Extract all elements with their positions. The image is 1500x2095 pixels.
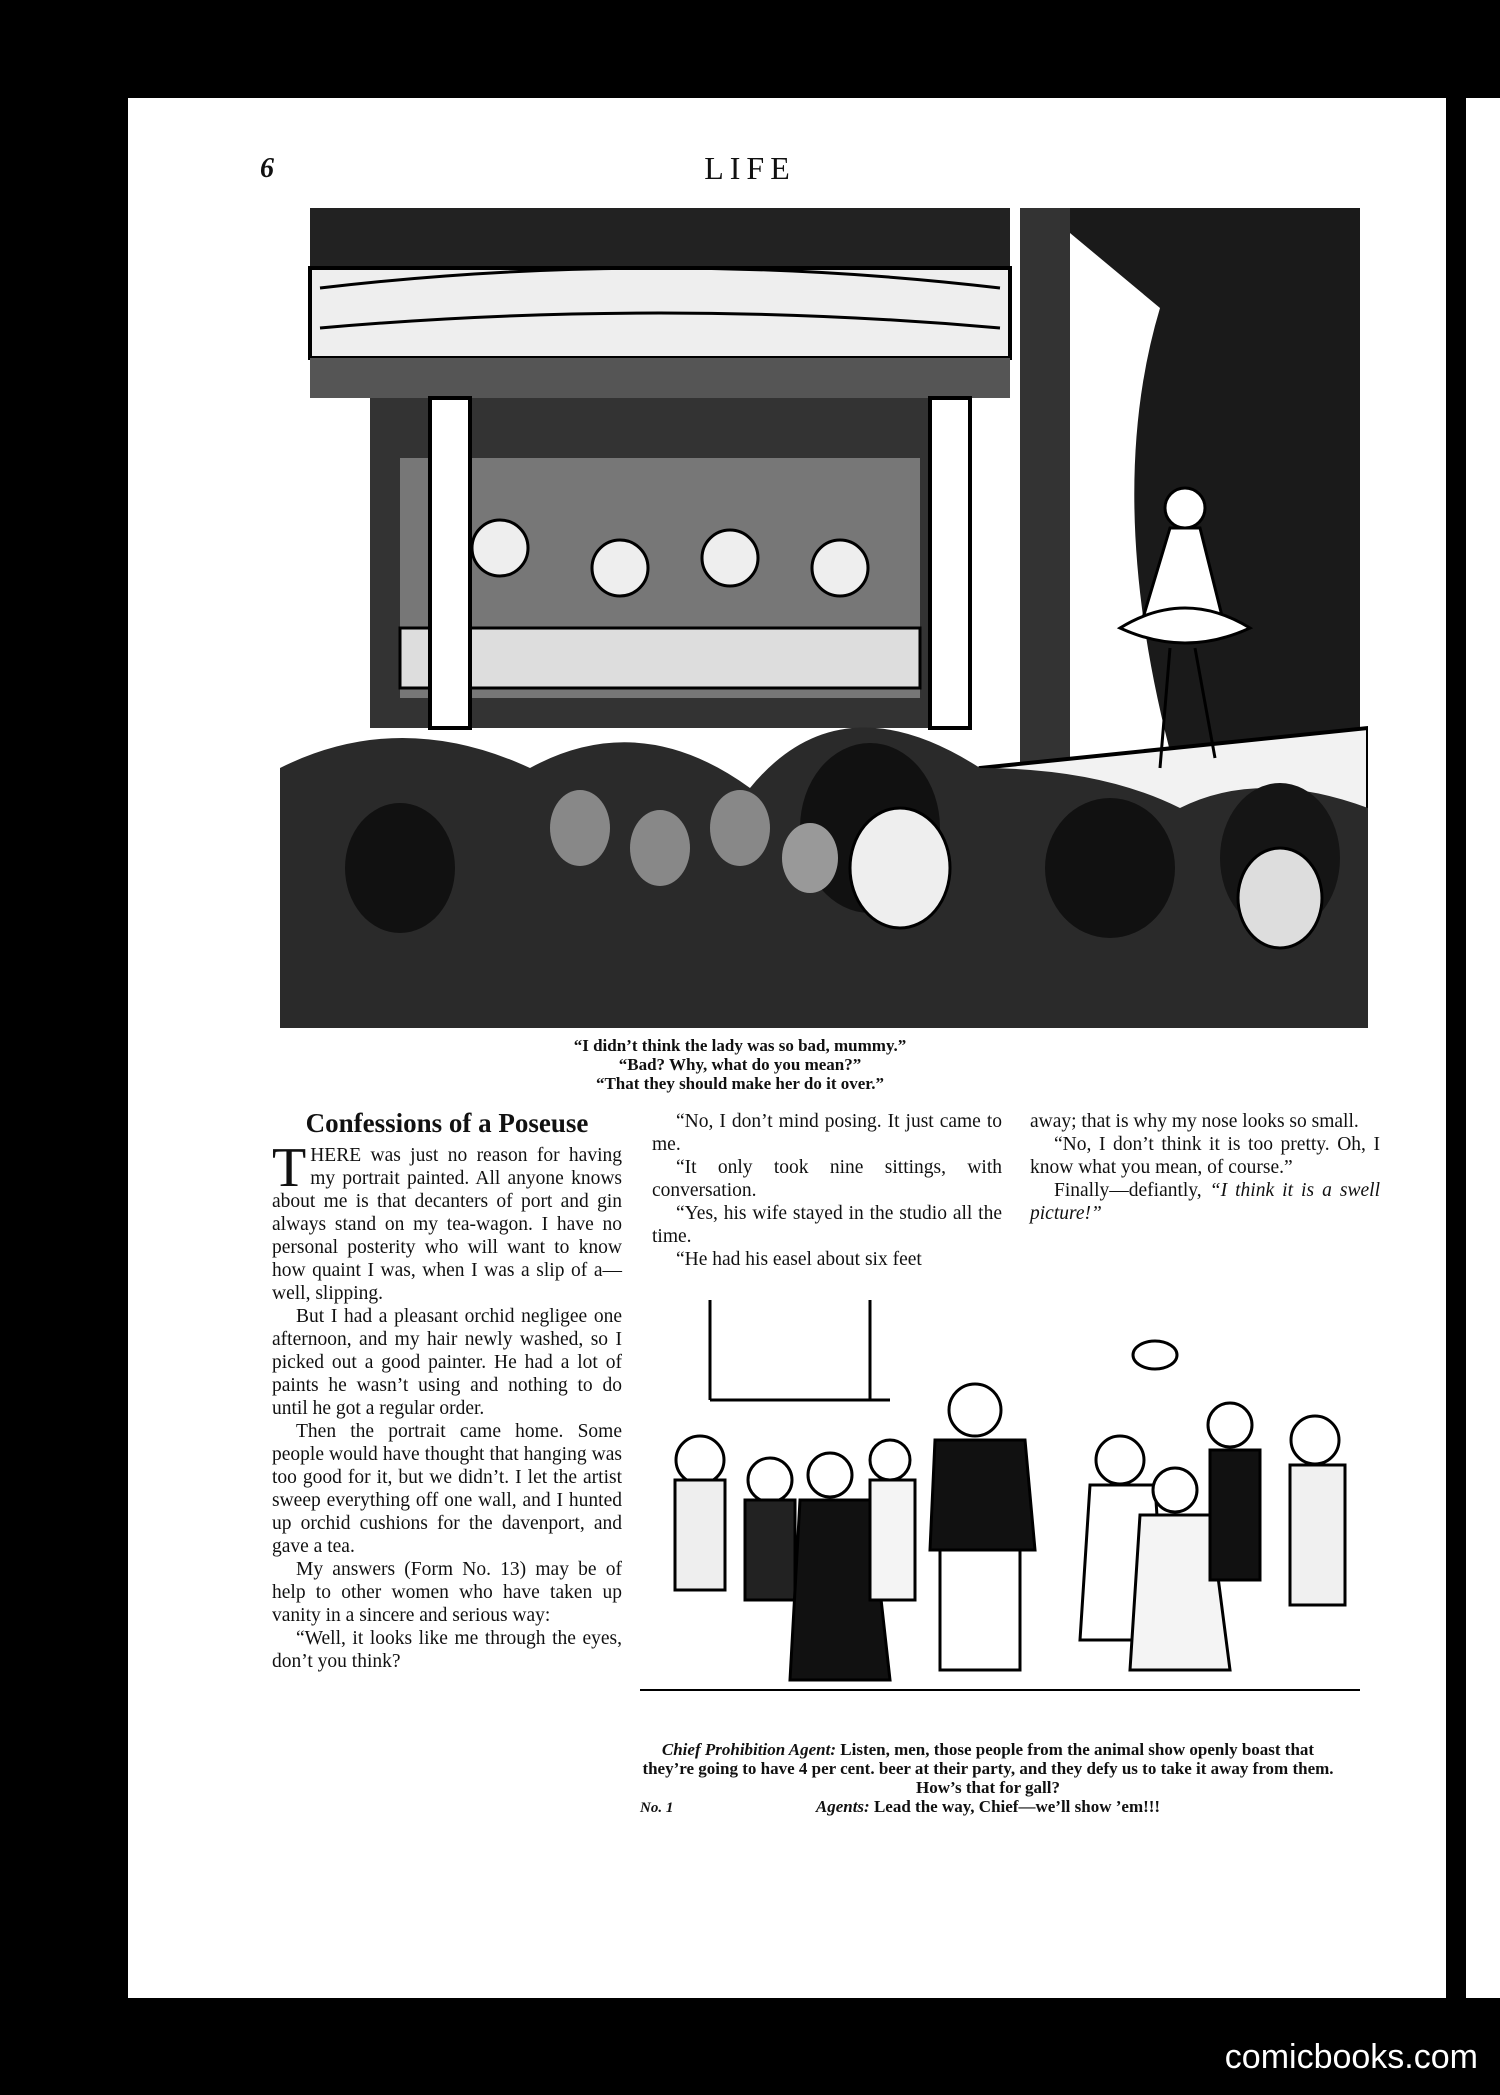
- speaker-agents: Agents:: [815, 1797, 870, 1816]
- paragraph-text: HERE was just no reason for having my portrait painted. All anyone knows about me is that decanters of port and gin always stand on my tea-wagon. I have no personal posterity who will want to know how quaint I was, when I was a slip of a—well, slipping.: [272, 1145, 622, 1304]
- cartoon-number: No. 1: [640, 1800, 674, 1816]
- article-column-2: [652, 1110, 1002, 1271]
- bottom-cartoon-caption: [638, 1740, 1338, 1816]
- top-cartoon-caption: [360, 1036, 1120, 1093]
- italic-quote: “I think it is a swell picture!”: [1030, 1180, 1381, 1224]
- page-number: 6: [260, 153, 274, 184]
- article-headline: Confessions of a Poseuse: [305, 1108, 589, 1138]
- caption-line: “Bad? Why, what do you mean?”: [618, 1055, 862, 1074]
- article-column-3: [1030, 1110, 1380, 1225]
- theater-cartoon: [280, 208, 1368, 1028]
- running-head: LIFE: [704, 150, 796, 186]
- article-paragraph: “No, I don’t think it is too pretty. Oh, I know what you mean, of course.”: [1030, 1134, 1380, 1178]
- caption-line: “That they should make her do it over.”: [595, 1074, 885, 1093]
- article-paragraph: “It only took nine sittings, with conversation.: [652, 1157, 1002, 1201]
- article-paragraph: But I had a pleasant orchid negligee one afternoon, and my hair newly washed, so I picked out a good painter. He had a lot of paints he wasn’t using and nothing to do until he got a regular order.: [272, 1306, 622, 1419]
- article-paragraph: [272, 1137, 622, 1305]
- paragraph-text: Finally—defiantly,: [1054, 1180, 1210, 1201]
- article-paragraph: “Well, it looks like me through the eyes, don’t you think?: [272, 1628, 622, 1672]
- article-paragraph: “Yes, his wife stayed in the studio all the time.: [652, 1203, 1002, 1247]
- chief-dialogue: Listen, men, those people from the animal show openly boast that they’re going to have 4 per cent. beer at their party, and they defy us to take it away from them. How’s that for gall?: [642, 1740, 1334, 1797]
- article-paragraph: away; that is why my nose looks so small.: [1030, 1111, 1359, 1132]
- next-page-edge: [1466, 98, 1500, 1998]
- caption-line: “I didn’t think the lady was so bad, mummy.”: [573, 1036, 907, 1055]
- article-column-1: [272, 1108, 622, 1673]
- prohibition-agents-cartoon: [640, 1300, 1360, 1730]
- article-paragraph: “No, I don’t mind posing. It just came to me.: [652, 1111, 1002, 1155]
- article-paragraph: Then the portrait came home. Some people would have thought that hanging was too good for it, but we didn’t. I let the artist sweep everything off one wall, and I hunted up orchid cushions for the davenport, and gave a tea.: [272, 1421, 622, 1557]
- article-paragraph: “He had his easel about six feet: [676, 1249, 922, 1270]
- agents-dialogue: Lead the way, Chief—we’ll show ’em!!!: [869, 1797, 1161, 1816]
- watermark: comicbooks.com: [1224, 2038, 1478, 2076]
- speaker-chief: Chief Prohibition Agent:: [661, 1740, 837, 1759]
- article-paragraph: My answers (Form No. 13) may be of help to other women who have taken up vanity in a sincere and serious way:: [272, 1559, 622, 1626]
- drop-cap: T: [272, 1137, 307, 1199]
- article-paragraph: [1030, 1179, 1380, 1225]
